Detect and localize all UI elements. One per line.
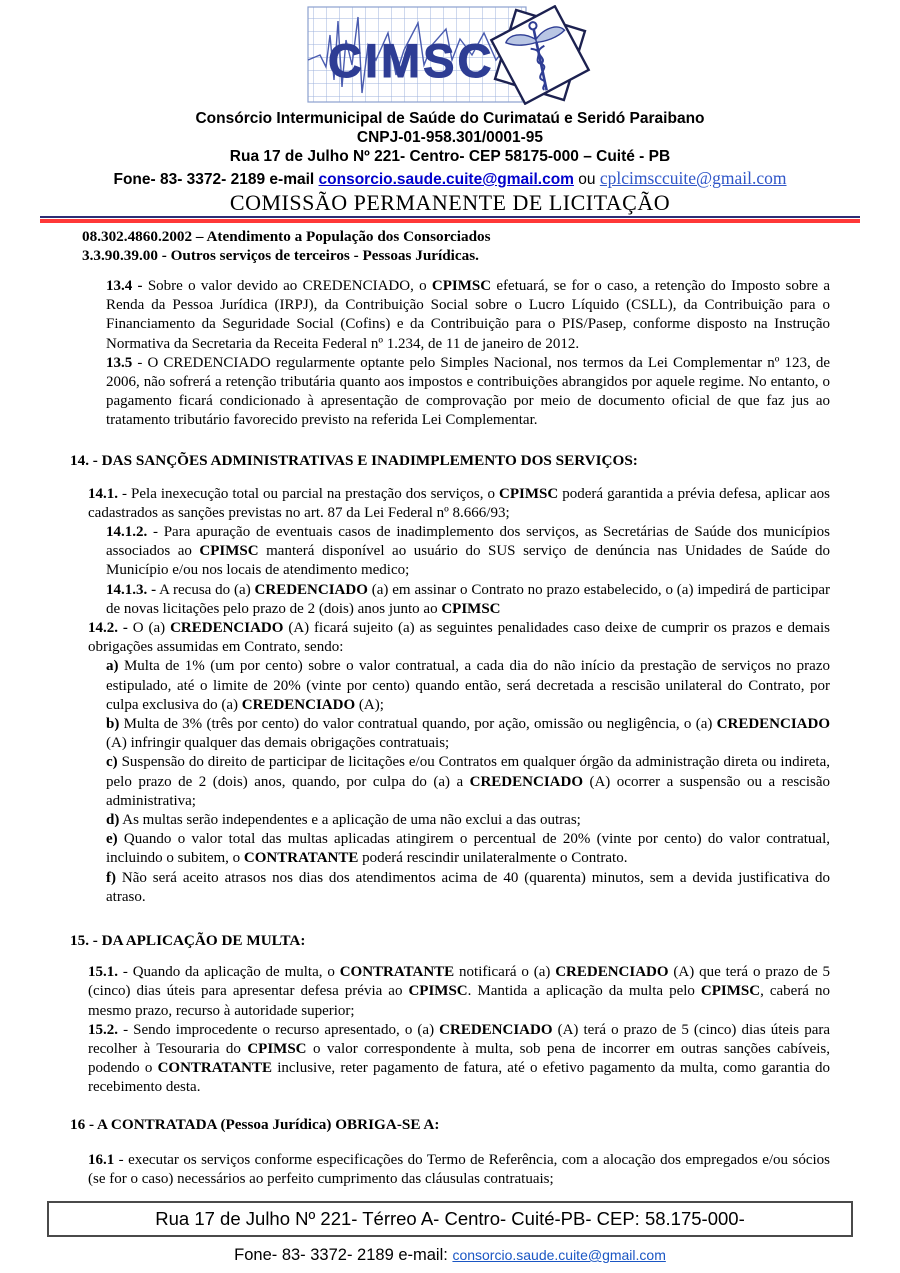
clause-13-4: 13.4 - Sobre o valor devido ao CREDENCIADO, o CPIMSC efetuará, se for o caso, a retenção do Imposto sobre a Renda da Pessoa Jurídica (IRPJ), da Contribuição Social sobre o Lucro Líquido (CSLL), da Contribuição para o Financiamento da Seguridade Social (Cofins) e da Contribuição para o PIS/Pasep, conforme disposto na Instrução Normativa da Secretaria da Receita Federal nº 1.234, de 11 de janeiro de 2012. (106, 278, 830, 352)
commission-title: COMISSÃO PERMANENTE DE LICITAÇÃO (229, 190, 671, 215)
budget-code-line-2: 3.3.90.39.00 - Outros serviços de terceiros - Pessoas Jurídicas. (82, 247, 479, 264)
clause-14-1-3: 14.1.3. - A recusa do (a) CREDENCIADO (a) em assinar o Contrato no prazo estabelecido, o (a) impedirá de participar de novas licitações pelo prazo de 2 (dois) anos junto ao CPIMSC (106, 581, 830, 617)
section-heading-15: 15. - DA APLICAÇÃO DE MULTA: (70, 932, 306, 950)
clause-15-1: 15.1. - Quando da aplicação de multa, o CONTRATANTE notificará o (a) CREDENCIADO (A) que terá o prazo de 5 (cinco) dias úteis para apresentar defesa prévia ao CPIMSC. Mantida a aplicação da multa pelo CPIMSC, caberá no mesmo prazo, recurso à autoridade superior; (88, 964, 830, 1019)
email-link-secondary[interactable]: cplcimsccuite@gmail.com (599, 168, 787, 188)
footer-address-box: Rua 17 de Julho Nº 221- Térreo A- Centro- Cuité-PB- CEP: 58.175-000- (47, 1201, 853, 1237)
header-separator-navy (40, 216, 860, 218)
clause-14-2-c: c) Suspensão do direito de participar de licitações e/ou Contratos em qualquer órgão da administração direta ou indireta, pelo prazo de 2 (dois) anos, quando, por culpa do (a) a CREDENCIADO (A) ocorrer a suspensão ou a rescisão administrativa; (106, 754, 831, 809)
logo-wordmark: CIMSC (328, 34, 495, 87)
clause-14-2-b: b) Multa de 3% (três por cento) do valor contratual quando, por ação, omissão ou negligência, o (a) CREDENCIADO (A) infringir qualquer das demais obrigações contratuais; (106, 716, 830, 752)
footer-phone-label: Fone- 83- 3372- 2189 e-mail: (234, 1246, 453, 1264)
document-body (70, 227, 830, 1189)
conjunction-text: ou (573, 171, 600, 188)
clause-15-2: 15.2. - Sendo improcedente o recurso apresentado, o (a) CREDENCIADO (A) terá o prazo de 5 (cinco) dias úteis para recolher à Tesouraria do CPIMSC o valor correspondente à multa, sob pena de incorrer em outras sanções cabíveis, podendo o CONTRATANTE inclusive, reter pagamento de fatura, até o efetivo pagamento da multa, como garantia do recebimento desta. (88, 1021, 830, 1096)
clause-16-1: 16.1 - executar os serviços conforme especificações do Termo de Referência, com a alocação dos empregados e/ou sócios (se for o caso) necessários ao perfeito cumprimento das cláusulas contratuais; (88, 1151, 830, 1187)
footer-contact-line (0, 1246, 900, 1265)
clause-14-1-2: 14.1.2. - Para apuração de eventuais casos de inadimplemento dos serviços, as Secretárias de Saúde dos municípios associados ao CPIMSC manterá disponível ao usuário do SUS serviço de denúncia nas Unidades de Saúde do Município e/ou nos locais de atendimento medico; (106, 524, 831, 579)
letterhead (0, 0, 900, 215)
section-heading-16: 16 - A CONTRATADA (Pessoa Jurídica) OBRIGA-SE A: (70, 1115, 440, 1133)
footer-email-link[interactable]: consorcio.saude.cuite@gmail.com (452, 1247, 666, 1263)
section-heading-14: 14. - DAS SANÇÕES ADMINISTRATIVAS E INADIMPLEMENTO DOS SERVIÇOS: (70, 451, 638, 469)
budget-code-line-1: 08.302.4860.2002 – Atendimento a População dos Consorciados (82, 228, 491, 245)
cimsc-logo (300, 5, 600, 105)
org-contact-line (0, 168, 900, 190)
email-link-primary[interactable]: consorcio.saude.cuite@gmail.com (318, 171, 574, 188)
logo-container (0, 5, 900, 105)
clause-14-2-f: f) Não será aceito atrasos nos dias dos atendimentos acima de 40 (quarenta) minutos, sem a devida justificativa do atraso. (106, 869, 830, 905)
org-name: Consórcio Intermunicipal de Saúde do Curimataú e Seridó Paraibano (195, 110, 705, 127)
org-address: Rua 17 de Julho Nº 221- Centro- CEP 58175-000 – Cuité - PB (229, 148, 671, 165)
clause-14-2: 14.2. - O (a) CREDENCIADO (A) ficará sujeito (a) as seguintes penalidades caso deixe de cumprir os prazos e demais obrigações assumidas em Contrato, sendo: (88, 620, 830, 656)
org-cnpj: CNPJ-01-958.301/0001-95 (356, 129, 544, 146)
phone-label: Fone- 83- 3372- 2189 e-mail (113, 171, 319, 188)
clause-14-2-e: e) Quando o valor total das multas aplicadas atingirem o percentual de 20% (vinte por cento) do valor contratual, incluindo o subitem, o CONTRATANTE poderá rescindir unilateralmente o Contrato. (106, 831, 830, 867)
clause-14-2-a: a) Multa de 1% (um por cento) sobre o valor contratual, a cada dia do não início da prestação de serviços no prazo estipulado, até o limite de 20% (vinte por cento) quando então, será decretada a rescisão unilateral do Contrato, por culpa exclusiva do (a) CREDENCIADO (A); (106, 658, 830, 713)
header-separator-red (40, 219, 860, 223)
page-footer (0, 1201, 900, 1265)
clause-14-2-d: d) As multas serão independentes e a aplicação de uma não exclui a das outras; (106, 812, 581, 829)
clause-14-1: 14.1. - Pela inexecução total ou parcial na prestação dos serviços, o CPIMSC poderá garantida a prévia defesa, aplicar aos cadastrados as sanções previstas no art. 87 da Lei Federal nº 8.666/93; (88, 485, 830, 521)
clause-13-5: 13.5 - O CREDENCIADO regularmente optante pelo Simples Nacional, nos termos da Lei Complementar nº 123, de 2006, não sofrerá a retenção tributária quanto aos impostos e contribuições abrangidos por aquele regime. No entanto, o pagamento ficará condicionado à apresentação de comprovação por meio de documento oficial de que faz jus ao tratamento tributário favorecido previsto na referida Lei Complementar. (106, 354, 830, 429)
